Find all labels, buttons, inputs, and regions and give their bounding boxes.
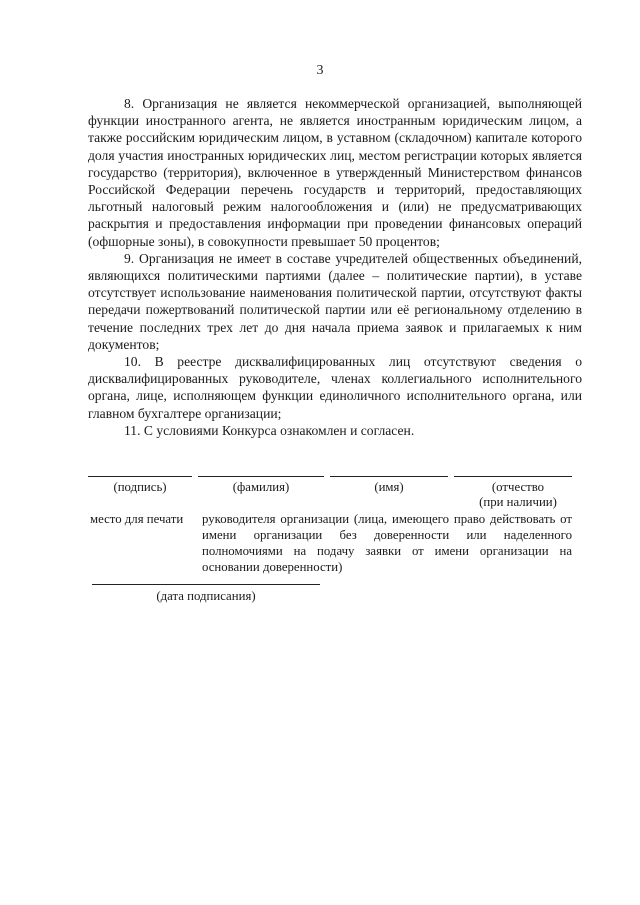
paragraph-9: 9. Организация не имеет в составе учредителей общественных объединений, являющихся политическими партиями (далее – политические партии), в уставе отсутствует использование наименования политической партии, отсутствуют факты передачи пожертвований политической партии или её региональному отделению в течение последних трех лет до дня начала приема заявок и прилагаемых к ним документов;	[88, 250, 582, 352]
signer-role-text: руководителя организации (лица, имеющего право действовать от имени организации без доверенности или наделенного полномочиями на подачу заявки от имени организации на основании доверенности)	[202, 512, 572, 574]
stamp-place-label: место для печати	[90, 512, 184, 526]
signature-caption: (подпись)	[113, 480, 167, 494]
signature-block	[88, 476, 582, 516]
date-line	[92, 584, 320, 585]
paragraph-10: 10. В реестре дисквалифицированных лиц отсутствуют сведения о дисквалифицированных руководителе, членах коллегиального исполнительного органа, лице, исполняющем функции единоличного исполнительного органа, или главном бухгалтере организации;	[88, 354, 582, 421]
surname-caption: (фамилия)	[232, 480, 290, 494]
name-line	[330, 476, 448, 477]
signature-line	[88, 476, 192, 477]
surname-line	[198, 476, 324, 477]
patronymic-caption: (отчество (при наличии)	[479, 480, 557, 510]
paragraph-11: 11. С условиями Конкурса ознакомлен и согласен.	[124, 422, 415, 438]
paragraph-8: 8. Организация не является некоммерческой организацией, выполняющей функции иностранного агента, не является иностранным юридическим лицом, а также российским юридическим лицом, в уставном (складочном) капитале которого доля участия иностранных юридических лиц, местом регистрации которых является государство (территория), включенное в утвержденный Министерством финансов Российской Федерации перечень государств и территорий, предоставляющих льготный налоговый режим налогообложения и (или) не предусматривающих раскрытия и предоставления информации при проведении финансовых операций (офшорные зоны), в совокупности превышает 50 процентов;	[88, 96, 582, 249]
date-caption: (дата подписания)	[156, 589, 256, 603]
name-caption: (имя)	[374, 480, 404, 494]
patronymic-line	[454, 476, 572, 477]
page-number: 3	[316, 63, 324, 78]
document-body	[88, 95, 582, 439]
